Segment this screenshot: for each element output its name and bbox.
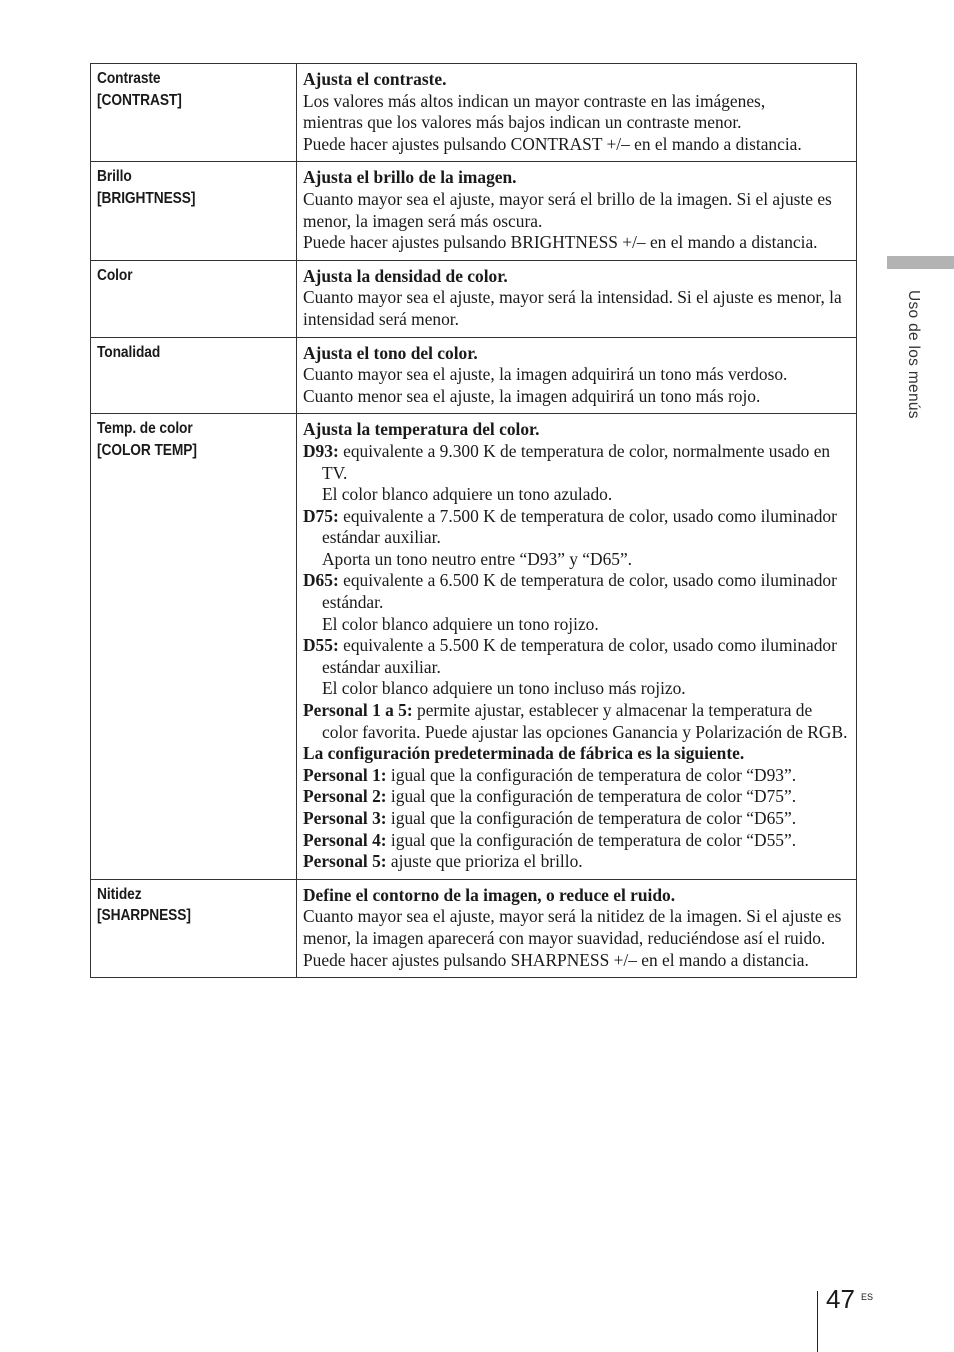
default-item — [303, 830, 850, 852]
description-cell — [297, 162, 857, 260]
table-row — [91, 337, 857, 414]
table-row — [91, 64, 857, 162]
description-cell — [297, 879, 857, 977]
default-label: Personal 4: — [303, 829, 387, 850]
term-cell — [91, 260, 297, 337]
section-tab-marker — [887, 256, 954, 269]
term-name: Color — [97, 266, 133, 284]
description-heading: Ajusta la densidad de color. — [303, 265, 508, 286]
table-row — [91, 879, 857, 977]
preset-note: El color blanco adquiere un tono incluso más rojizo. — [322, 678, 686, 699]
default-text: igual que la configuración de temperatura de color “D75”. — [390, 786, 797, 807]
term-name: Brillo — [97, 168, 132, 186]
page-number: 47 — [826, 1284, 855, 1314]
description-cell — [297, 64, 857, 162]
term-cell — [91, 162, 297, 260]
description-line: Cuanto menor sea el ajuste, la imagen adquirirá un tono más rojo. — [303, 385, 761, 406]
default-text: ajuste que prioriza el brillo. — [390, 851, 583, 872]
description-line: Cuanto mayor sea el ajuste, mayor será la nitidez de la imagen. Si el ajuste es menor, la imagen aparecerá con mayor suavidad, reduciéndose así el ruido. — [303, 906, 842, 948]
page-language-code: ES — [861, 1292, 874, 1302]
description-line: mientras que los valores más bajos indican un contraste menor. — [303, 112, 742, 133]
default-label: Personal 2: — [303, 786, 387, 807]
default-item — [303, 765, 850, 787]
default-label: Personal 3: — [303, 808, 387, 828]
default-item — [303, 808, 850, 830]
default-item — [303, 851, 850, 873]
default-item — [303, 786, 850, 808]
default-label: Personal 1: — [303, 764, 387, 785]
defaults-heading: La configuración predeterminada de fábrica es la siguiente. — [303, 743, 745, 764]
description-cell — [297, 337, 857, 414]
term-cell — [91, 337, 297, 414]
preset-item — [303, 635, 850, 678]
default-text: igual que la configuración de temperatura de color “D93”. — [390, 764, 797, 785]
description-line: Puede hacer ajustes pulsando CONTRAST +/– en el mando a distancia. — [303, 133, 802, 154]
description-heading: Define el contorno de la imagen, o reduce el ruido. — [303, 884, 676, 905]
description-heading: Ajusta el brillo de la imagen. — [303, 167, 517, 188]
table-row — [91, 162, 857, 260]
table-row — [91, 414, 857, 879]
description-cell — [297, 260, 857, 337]
default-label: Personal 5: — [303, 851, 387, 872]
preset-label: D55: — [303, 635, 339, 656]
term-cell — [91, 879, 297, 977]
description-cell — [297, 414, 857, 879]
description-line: Cuanto mayor sea el ajuste, mayor será la intensidad. Si el ajuste es menor, la intensidad será menor. — [303, 287, 842, 329]
preset-item — [303, 570, 850, 613]
preset-text: equivalente a 9.300 K de temperatura de color, normalmente usado en TV. — [322, 440, 831, 483]
term-code: [BRIGHTNESS] — [97, 189, 196, 207]
preset-item — [303, 506, 850, 549]
term-cell — [91, 64, 297, 162]
default-text: igual que la configuración de temperatura de color “D55”. — [390, 829, 797, 850]
term-code: [CONTRAST] — [97, 91, 182, 109]
description-line: Cuanto mayor sea el ajuste, mayor será el brillo de la imagen. Si el ajuste es menor, la imagen será más oscura. — [303, 188, 832, 231]
term-code: [COLOR TEMP] — [97, 441, 197, 459]
description-line: Los valores más altos indican un mayor contraste en las imágenes, — [303, 90, 766, 111]
term-name: Nitidez — [97, 885, 142, 903]
section-side-label: Uso de los menús — [905, 290, 922, 419]
page-number-rule — [817, 1291, 818, 1352]
preset-text: equivalente a 5.500 K de temperatura de color, usado como iluminador estándar auxiliar. — [322, 635, 837, 677]
preset-label: D93: — [303, 440, 339, 461]
term-cell — [91, 414, 297, 879]
term-name: Contraste — [97, 70, 161, 87]
preset-item — [303, 441, 850, 484]
preset-text: equivalente a 7.500 K de temperatura de color, usado como iluminador estándar auxiliar. — [322, 505, 837, 548]
table-row — [91, 260, 857, 337]
description-line: Puede hacer ajustes pulsando SHARPNESS +/– en el mando a distancia. — [303, 949, 809, 970]
description-line: Puede hacer ajustes pulsando BRIGHTNESS +/– en el mando a distancia. — [303, 232, 818, 253]
menu-settings-table — [90, 63, 857, 978]
term-code: [SHARPNESS] — [97, 907, 191, 925]
term-name: Temp. de color — [97, 420, 193, 438]
preset-note: Aporta un tono neutro entre “D93” y “D65”. — [322, 548, 633, 569]
description-heading: Ajusta el contraste. — [303, 69, 447, 89]
preset-text: equivalente a 6.500 K de temperatura de color, usado como iluminador estándar. — [322, 570, 837, 613]
description-heading: Ajusta la temperatura del color. — [303, 419, 540, 440]
preset-label: D75: — [303, 505, 339, 526]
description-heading: Ajusta el tono del color. — [303, 342, 478, 363]
preset-item — [303, 700, 850, 743]
preset-label: D65: — [303, 570, 339, 591]
preset-label: Personal 1 a 5: — [303, 700, 413, 721]
preset-note: El color blanco adquiere un tono azulado. — [322, 484, 613, 505]
preset-text: permite ajustar, establecer y almacenar la temperatura de color favorita. Puede ajustar las opciones Ganancia y Polarización de RGB. — [322, 700, 848, 742]
term-name: Tonalidad — [97, 343, 161, 361]
description-line: Cuanto mayor sea el ajuste, la imagen adquirirá un tono más verdoso. — [303, 364, 788, 385]
preset-note: El color blanco adquiere un tono rojizo. — [322, 613, 599, 634]
default-text: igual que la configuración de temperatura de color “D65”. — [390, 808, 797, 828]
